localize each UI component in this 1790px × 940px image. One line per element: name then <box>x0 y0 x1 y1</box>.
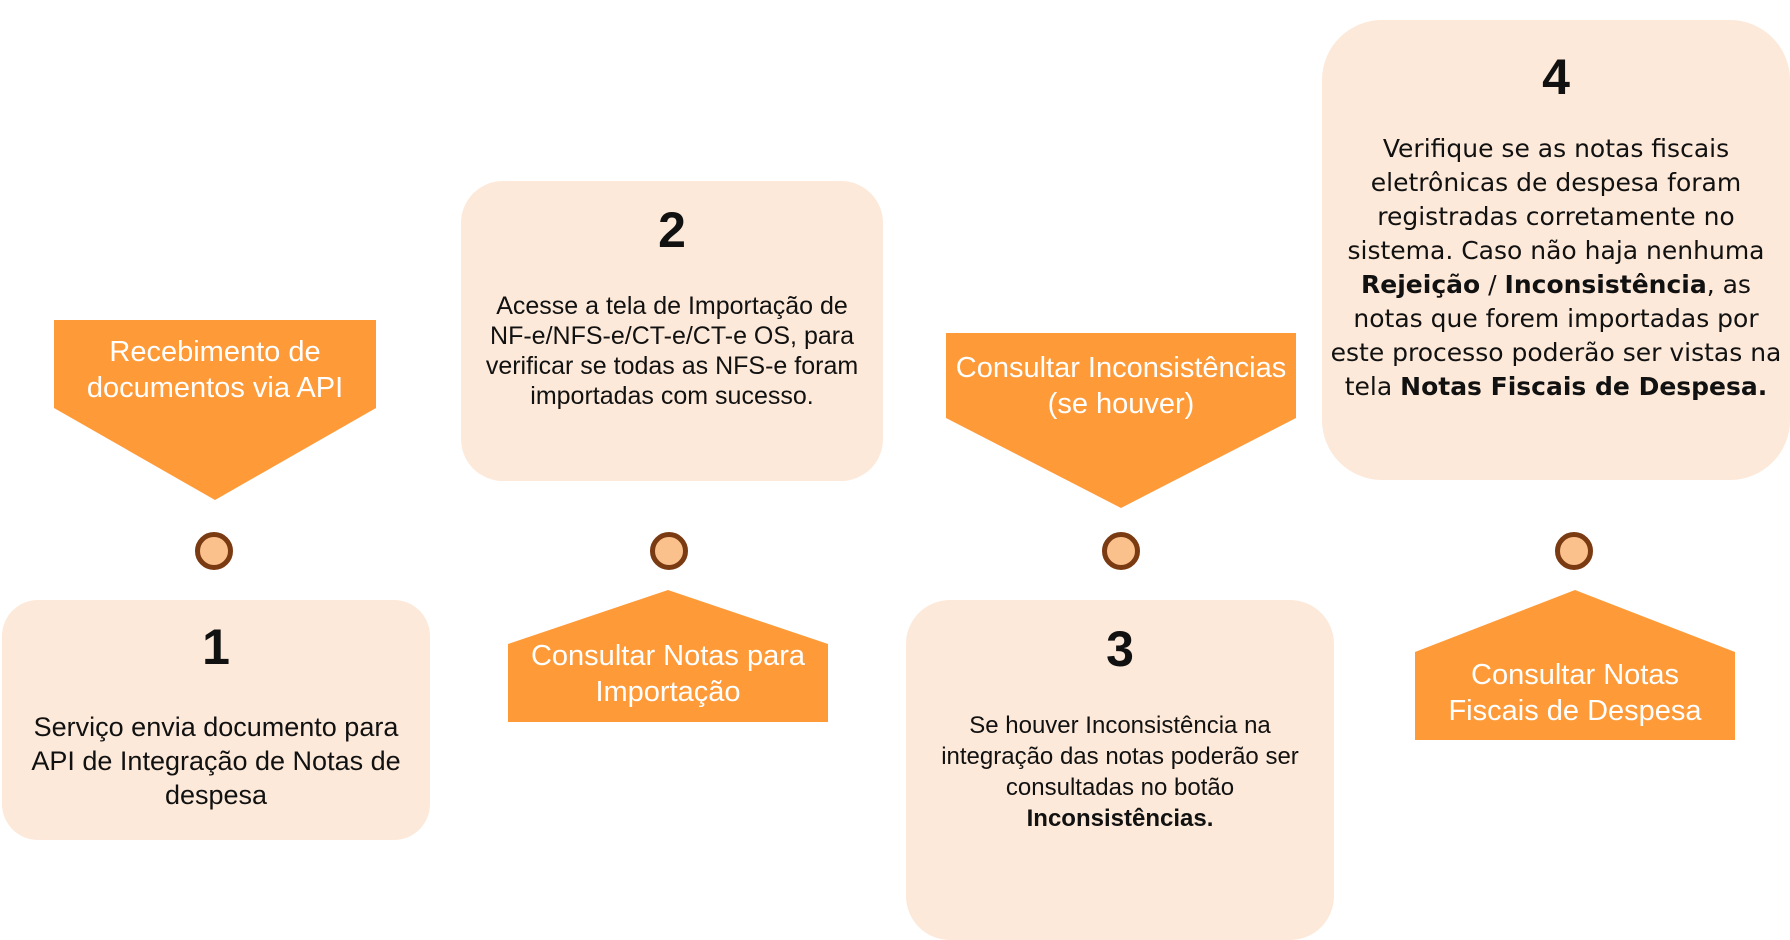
step-4-text-bold-screen: Notas Fiscais de Despesa. <box>1400 372 1768 401</box>
step-1-text: Serviço envia documento para API de Integração de Notas de despesa <box>31 712 401 810</box>
step-2-timeline-dot <box>650 532 688 570</box>
step-4-timeline-dot <box>1555 532 1593 570</box>
step-4-text <box>1330 132 1782 404</box>
step-4-card <box>1322 20 1790 480</box>
step-4-text-bold-rejeicao: Rejeição <box>1361 270 1481 299</box>
step-4-text-separator: / <box>1480 270 1505 299</box>
step-3-text <box>926 710 1314 834</box>
step-3-text-start: Se houver Inconsistência na integração das notas poderão ser consultadas no botão <box>941 712 1299 801</box>
step-1-label: Recebimento de documentos via API <box>86 336 344 404</box>
step-3-card <box>906 600 1334 940</box>
step-2-card <box>461 181 883 481</box>
step-1-card <box>2 600 430 840</box>
step-4-label: Consultar Notas Fiscais de Despesa <box>1448 659 1702 727</box>
step-4-text-middle: , as notas que forem importadas por este processo poderão ser vistas na tela <box>1330 270 1782 401</box>
step-4-text-bold-inconsistencia: Inconsistência <box>1504 270 1707 299</box>
step-4-number: 4 <box>1542 49 1570 105</box>
step-1-timeline-dot <box>195 532 233 570</box>
step-2-number: 2 <box>658 202 686 258</box>
step-3-text-bold: Inconsistências. <box>1026 805 1214 832</box>
step-3-timeline-dot <box>1102 532 1140 570</box>
step-4-text-start: Verifique se as notas fiscais eletrônicas de despesa foram registradas corretamente no sistema. Caso não haja nenhuma <box>1347 134 1765 265</box>
step-3-number: 3 <box>1106 621 1134 677</box>
step-3-label: Consultar Inconsistências (se houver) <box>955 352 1287 420</box>
step-2-text: Acesse a tela de Importação de NF-e/NFS-e/CT-e/CT-e OS, para verificar se todas as NFS-e foram importadas com sucesso. <box>485 292 859 410</box>
step-1-number: 1 <box>202 619 230 675</box>
step-2-label: Consultar Notas para Importação <box>530 640 806 708</box>
